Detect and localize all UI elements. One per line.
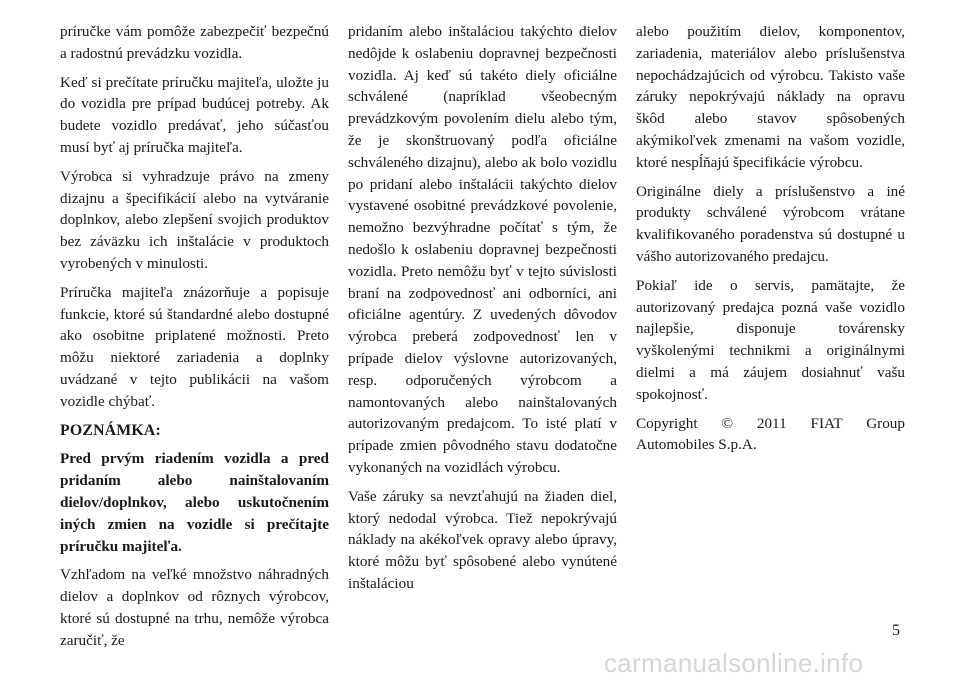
note-heading: POZNÁMKA: [60,421,161,439]
paragraph: Vaše záruky sa nevzťahujú na žiaden diel, ktorý nedodal výrobca. Tiež nepokrývajú náklady na akékoľvek opravy alebo úpravy, ktoré môžu byť spôsobené alebo vynútené inštaláciou [348,487,617,592]
paragraph: pridaním alebo inštaláciou takýchto dielov nedôjde k oslabeniu dopravnej bezpečnosti vozidla. Aj keď sú takéto diely oficiálne schválené (napríklad všeobecným prevádzkovým povolením dielu alebo tým, že je skonštruovaný podľa oficiálne schváleného dizajnu), alebo ak bolo vozidlu po pridaní alebo inštalácii takýchto dielov vystavené osobitné prevádzkové povolenie, nemožno bezvýhradne počítať s tým, že nedošlo k oslabeniu dopravnej bezpečnosti vozidla. Preto nemôžu byť v tejto súvislosti braní na zodpovednosť ani odborníci, ani oficiálne agentúry. Z uvedených dôvodov výrobca preberá zodpovednosť len v prípade dielov výslovne autorizovaných, resp. odporučených výrobcom a namontovaných alebo nainštalovaných autorizovaným predajcom. To isté platí v prípade zmien pôvodného stavu dodatočne vykonaných na vozidlách výrobcu. [348,23,617,476]
text-column-2 [348,21,617,602]
page-number: 5 [892,622,900,639]
paragraph: Keď si prečítate príručku majiteľa, uložte ju do vozidla pre prípad budúcej potreby. Ak budete vozidlo predávať, jeho súčasťou musí byť aj príručka majiteľa. [60,73,329,156]
paragraph: Pokiaľ ide o servis, pamätajte, že autorizovaný predajca pozná vaše vozidlo najlepšie, disponuje továrensky vyškolenými technikmi a originálnymi dielmi a má záujem dosiahnuť vašu spokojnosť. [636,276,905,403]
copyright-notice: Copyright © 2011 FIAT Group Automobiles S.p.A. [636,414,905,454]
paragraph: Vzhľadom na veľké množstvo náhradných dielov a doplnkov od rôznych výrobcov, ktoré sú dostupné na trhu, nemôže výrobca zaručiť, že [60,566,329,649]
text-column-3 [636,21,905,463]
note-text: Pred prvým riadením vozidla a pred pridaním alebo nainštalovaním dielov/doplnkov, alebo uskutočnením iných zmien na vozidle si prečítajte príručku majiteľa. [60,450,329,555]
paragraph: Príručka majiteľa znázorňuje a popisuje funkcie, ktoré sú štandardné alebo dostupné ako osobitne priplatené možnosti. Preto môžu niektoré zariadenia a doplnky uvádzané v tejto publikácii na vašom vozidle chýbať. [60,283,329,410]
paragraph: Výrobca si vyhradzuje právo na zmeny dizajnu a špecifikácií alebo na vytváranie doplnkov, alebo zlepšení svojich produktov bez záväzku ich inštalácie v produktoch vyrobených v minulosti. [60,167,329,272]
paragraph: Originálne diely a príslušenstvo a iné produkty schválené výrobcom vrátane kvalifikovaného poradenstva sú dostupné u vášho autorizovaného predajcu. [636,182,905,265]
watermark: carmanualsonline.info [604,648,864,678]
paragraph: alebo použitím dielov, komponentov, zariadenia, materiálov alebo príslušenstva nepochádzajúcich od výrobcu. Takisto vaše záruky nepokrývajú náklady na opravu škôd alebo stavov spôsobených akýmikoľvek zmenami na vašom vozidle, ktoré nespĺňajú špecifikácie výrobcu. [636,23,905,171]
text-column-1 [60,21,329,659]
paragraph: príručke vám pomôže zabezpečiť bezpečnú a radostnú prevádzku vozidla. [60,23,329,62]
